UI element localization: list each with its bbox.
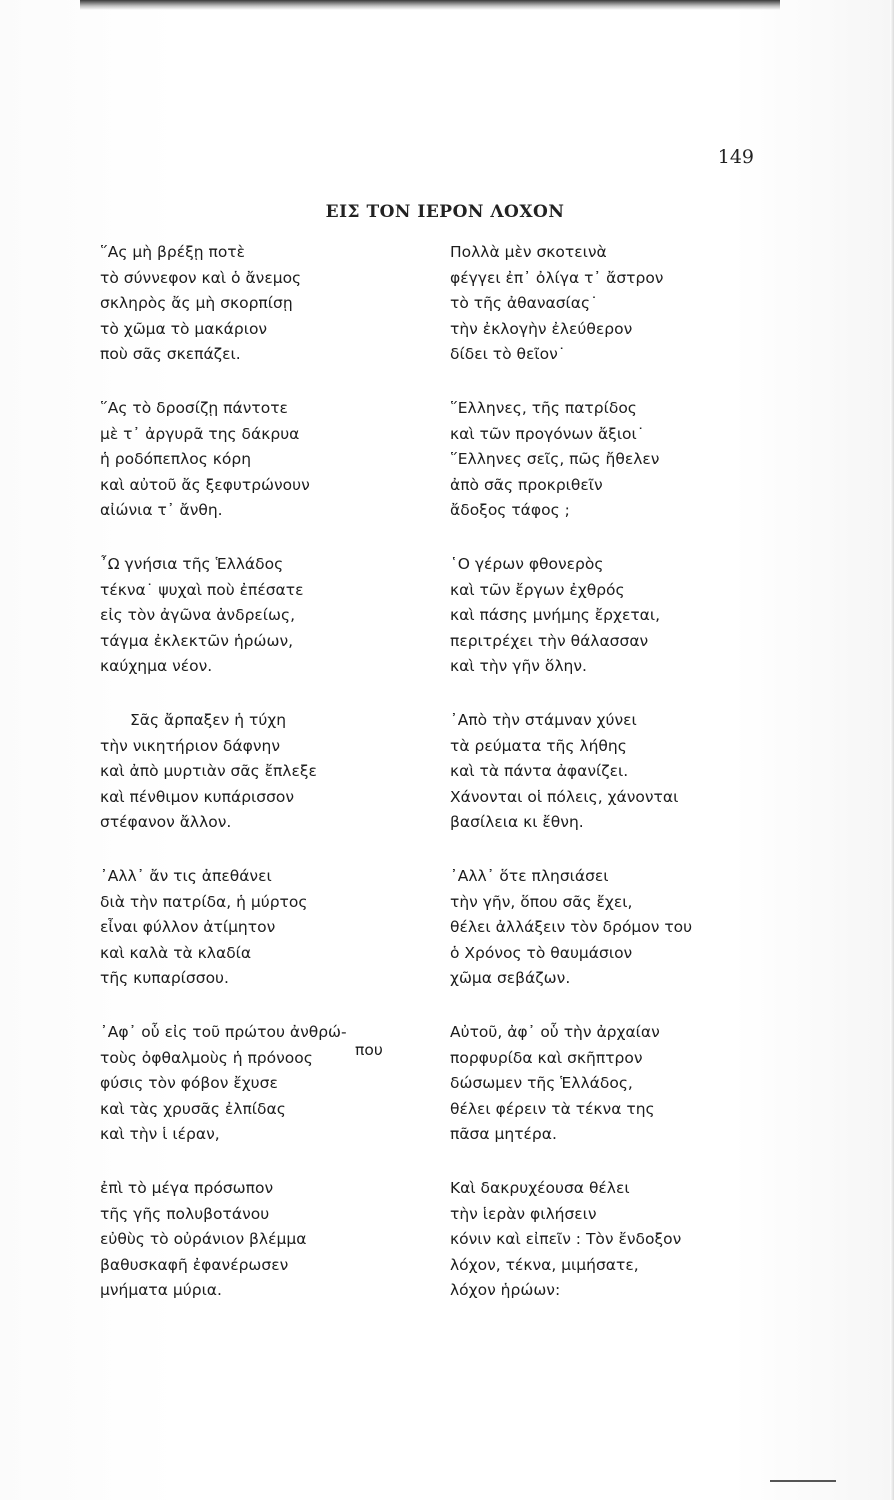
verse-line: θέλει ἀλλάξειν τὸν δρόμον του xyxy=(450,918,693,936)
verse-line: εὐθὺς τὸ οὐράνιον βλέμμα xyxy=(100,1230,307,1248)
verse-line: καὶ τὴν γῆν ὅλην. xyxy=(450,657,587,675)
verse-line: τῆς γῆς πολυβοτάνου xyxy=(100,1204,270,1223)
verse-line: διὰ τὴν πατρίδα, ἡ μύρτος xyxy=(100,892,308,911)
verse-line: τοὺς ὀφθαλμοὺς ἡ πρόνοος xyxy=(100,1048,313,1067)
stanza xyxy=(100,552,420,708)
stanza xyxy=(100,1176,420,1332)
stanza xyxy=(450,708,760,864)
verse-line: τῆς κυπαρίσσου. xyxy=(100,969,229,987)
verse-line: ῞Ας τὸ δροσίζῃ πάντοτε xyxy=(100,399,288,417)
verse-line: καὶ τὴν ἱ ιέραν, xyxy=(100,1125,220,1143)
stanza xyxy=(450,240,760,396)
verse-line: τὴν γῆν, ὅπου σᾶς ἔχει, xyxy=(450,892,633,911)
verse-line: καὶ καλὰ τὰ κλαδία xyxy=(100,943,252,962)
verse-line: καύχημα νέον. xyxy=(100,657,213,675)
left-column xyxy=(100,240,420,1332)
stanza xyxy=(450,396,760,552)
verse-line: Καὶ δακρυχέουσα θέλει xyxy=(450,1179,630,1197)
verse-line: κόνιν καὶ εἰπεῖν : Τὸν ἔνδοξον xyxy=(450,1230,682,1248)
verse-line: ῞Ελληνες σεῖς, πῶς ἤθελεν xyxy=(450,450,660,468)
page-right-edge-shadow xyxy=(890,0,894,1500)
verse-line: καὶ τῶν ἔργων ἐχθρός xyxy=(450,580,625,599)
stanza xyxy=(100,396,420,552)
verse-line: μὲ τ᾽ ἀργυρᾶ της δάκρυα xyxy=(100,424,300,443)
stanza xyxy=(450,552,760,708)
verse-line: ἀπὸ σᾶς προκριθεῖν xyxy=(450,475,603,494)
verse-line: ῞Ας μὴ βρέξῃ ποτὲ xyxy=(100,243,246,261)
stanza xyxy=(100,1020,420,1176)
verse-line: ᾽Αφ᾽ οὗ εἰς τοῦ πρώτου ἀνθρώ- xyxy=(100,1023,347,1041)
verse-line: τὸ χῶμα τὸ μακάριον xyxy=(100,319,268,338)
verse-line: καὶ τὰ πάντα ἀφανίζει. xyxy=(450,762,629,780)
verse-line: καὶ πένθιμον κυπάρισσον xyxy=(100,787,295,806)
verse-line: τὴν ἐκλογὴν ἐλεύθερον xyxy=(450,319,633,338)
verse-line: ἄδοξος τάφος ; xyxy=(450,501,570,519)
verse-line: τὸ σύννεφον καὶ ὁ ἄνεμος xyxy=(100,268,302,287)
verse-line: τέκνα˙ ψυχαὶ ποὺ ἐπέσατε xyxy=(100,580,304,599)
verse-line: τὴν ἱερὰν φιλήσειν xyxy=(450,1204,597,1223)
verse-line: καὶ αὐτοῦ ἄς ξεφυτρώνουν xyxy=(100,475,310,494)
verse-line: ᾽Αλλ᾽ ἄν τις ἀπεθάνει xyxy=(100,867,272,885)
verse-line: τὴν νικητήριον δάφνην xyxy=(100,736,280,755)
verse-line: καὶ πάσης μνήμης ἔρχεται, xyxy=(450,606,661,624)
verse-line: ἡ ροδόπεπλος κόρη xyxy=(100,450,252,468)
verse-line: τὸ τῆς ἀθανασίας˙ xyxy=(450,294,598,312)
verse-line: ὁ Χρόνος τὸ θαυμάσιον xyxy=(450,943,633,962)
verse-line: ἐπὶ τὸ μέγα πρόσωπον xyxy=(100,1179,274,1197)
page-number: 149 xyxy=(717,146,754,168)
verse-line: ᾽Αλλ᾽ ὅτε πλησιάσει xyxy=(450,867,609,885)
verse-line: ποὺ σᾶς σκεπάζει. xyxy=(100,345,241,363)
verse-line: Πολλὰ μὲν σκοτεινὰ xyxy=(450,243,607,261)
right-column xyxy=(450,240,760,1332)
page-top-edge-shadow xyxy=(80,0,780,10)
stanza xyxy=(100,864,420,1020)
hyphen-continuation: που xyxy=(355,1040,383,1059)
verse-line: λόχον, τέκνα, μιμήσατε, xyxy=(450,1255,639,1274)
poem-title: ΕΙΣ ΤΟΝ ΙΕΡΟΝ ΛΟΧΟΝ xyxy=(325,202,565,222)
verse-line: μνήματα μύρια. xyxy=(100,1281,222,1299)
verse-line: βαθυσκαφῆ ἐφανέρωσεν xyxy=(100,1255,289,1274)
verse-line: Σᾶς ἄρπαξεν ἡ τύχη xyxy=(130,711,287,729)
verse-line: καὶ τὰς χρυσᾶς ἐλπίδας xyxy=(100,1099,286,1118)
verse-line: Χάνονται οἱ πόλεις, χάνονται xyxy=(450,787,679,806)
verse-line: τάγμα ἐκλεκτῶν ἡρώων, xyxy=(100,631,294,650)
verse-line: χῶμα σεβάζων. xyxy=(450,969,571,987)
verse-line: θέλει φέρειν τὰ τέκνα της xyxy=(450,1099,655,1118)
verse-line: πορφυρίδα καὶ σκῆπτρον xyxy=(450,1048,643,1067)
verse-line: λόχον ἡρώων: xyxy=(450,1281,561,1299)
verse-line: καὶ ἀπὸ μυρτιὰν σᾶς ἔπλεξε xyxy=(100,762,317,780)
verse-line: δίδει τὸ θεῖον˙ xyxy=(450,345,566,363)
verse-line: αἰώνια τ᾽ ἄνθη. xyxy=(100,501,223,519)
verse-line: φύσις τὸν φόβον ἔχυσε xyxy=(100,1074,278,1092)
verse-line: βασίλεια κι ἔθνη. xyxy=(450,813,584,831)
verse-line: εἰς τὸν ἀγῶνα ἀνδρείως, xyxy=(100,606,296,624)
verse-line: φέγγει ἐπ᾽ ὀλίγα τ᾽ ἄστρον xyxy=(450,268,664,287)
verse-line: εἶναι φύλλον ἀτίμητον xyxy=(100,918,276,936)
verse-line: στέφανον ἄλλον. xyxy=(100,813,232,831)
verse-line: πᾶσα μητέρα. xyxy=(450,1125,557,1143)
verse-line: Αὐτοῦ, ἀφ᾽ οὗ τὴν ἀρχαίαν xyxy=(450,1023,660,1041)
verse-line: καὶ τῶν προγόνων ἄξιοι˙ xyxy=(450,424,645,443)
verse-line: ῾Ο γέρων φθονερὸς xyxy=(450,555,604,573)
verse-line: ῏Ω γνήσια τῆς Ἑλλάδος xyxy=(100,555,284,573)
verse-line: τὰ ρεύματα τῆς λήθης xyxy=(450,736,627,755)
stanza xyxy=(450,1176,760,1332)
stanza xyxy=(100,708,420,864)
verse-line: ῞Ελληνες, τῆς πατρίδος xyxy=(450,399,637,417)
stanza xyxy=(450,1020,760,1176)
verse-line: σκληρὸς ἄς μὴ σκορπίσῃ xyxy=(100,294,293,312)
footer-rule xyxy=(770,1480,836,1482)
stanza xyxy=(450,864,760,1020)
verse-line: ᾽Απὸ τὴν στάμναν χύνει xyxy=(450,711,637,729)
verse-line: περιτρέχει τὴν θάλασσαν xyxy=(450,631,649,650)
stanza xyxy=(100,240,420,396)
verse-line: δώσωμεν τῆς Ἑλλάδος, xyxy=(450,1074,633,1092)
